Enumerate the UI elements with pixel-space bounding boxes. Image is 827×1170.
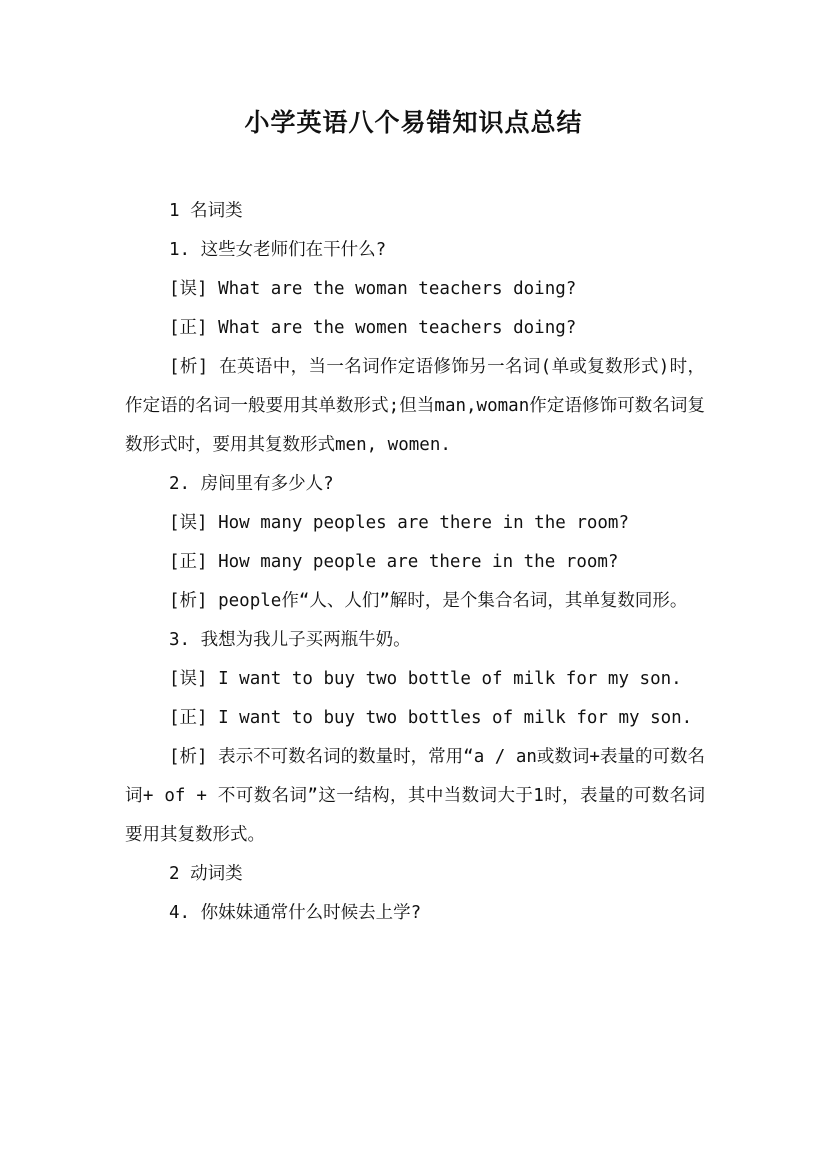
- correct-sentence-3: [正] I want to buy two bottles of milk for my son.: [169, 708, 693, 728]
- document-title: 小学英语八个易错知识点总结: [244, 108, 583, 137]
- correct-sentence-2: [正] How many people are there in the room?: [169, 552, 619, 572]
- wrong-sentence-1: [误] What are the woman teachers doing?: [169, 279, 577, 299]
- wrong-sentence-3: [误] I want to buy two bottle of milk for my son.: [169, 669, 682, 689]
- question-4: 4. 你妹妹通常什么时候去上学?: [169, 903, 422, 923]
- question-2: 2. 房间里有多少人?: [169, 474, 334, 494]
- section-heading-verbs: 2 动词类: [169, 864, 243, 884]
- question-3: 3. 我想为我儿子买两瓶牛奶。: [169, 630, 411, 650]
- wrong-sentence-2: [误] How many peoples are there in the room?: [169, 513, 630, 533]
- document-body: [125, 192, 705, 933]
- analysis-2: [析] people作“人、人们”解时，是个集合名词，其单复数同形。: [169, 591, 688, 611]
- section-heading-nouns: 1 名词类: [169, 201, 243, 221]
- analysis-3: [析] 表示不可数名词的数量时，常用“a / an或数词+表量的可数名词+ of + 不可数名词”这一结构，其中当数词大于1时，表量的可数名词要用其复数形式。: [125, 747, 705, 845]
- analysis-1: [析] 在英语中，当一名词作定语修饰另一名词(单或复数形式)时，作定语的名词一般要用其单数形式;但当man,woman作定语修饰可数名词复数形式时，要用其复数形式men, women.: [125, 357, 705, 455]
- correct-sentence-1: [正] What are the women teachers doing?: [169, 318, 577, 338]
- question-1: 1. 这些女老师们在干什么?: [169, 240, 387, 260]
